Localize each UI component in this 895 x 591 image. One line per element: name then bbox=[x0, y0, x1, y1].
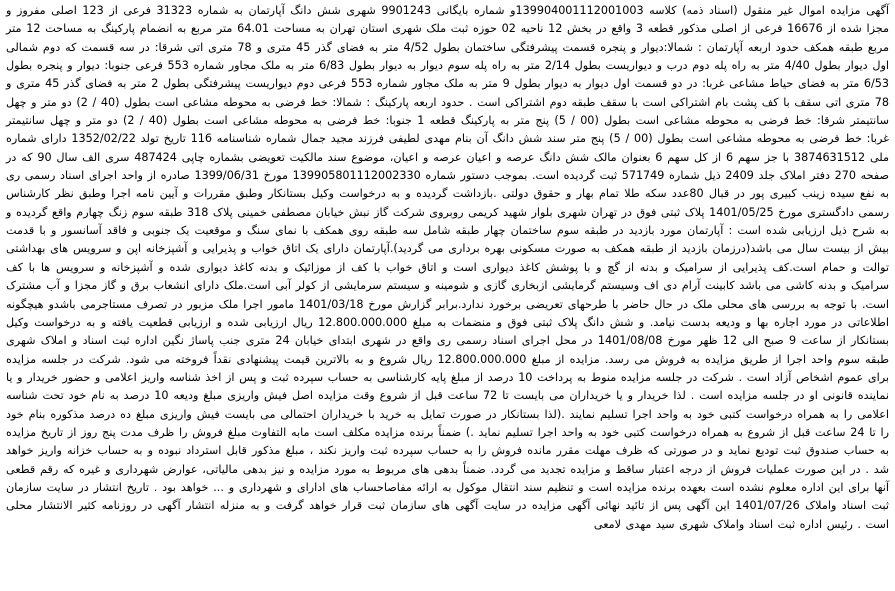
auction-notice-text: آگهی مزایده اموال غیر منقول (اسناد ذمه) کلاسه 139904001112001003و شماره بایگانی 9901243 شهری شش دانگ آپارتمان به شماره 31323 فرعی از 123 اصلی مفروز و مجزا شده از 16676 فرعی از اصلی مذکور قطعه 3 واقع در بخش 12 ناحیه 02 حوزه ثبت ملک شهری استان تهران به مساحت 64.01 متر مربع به انضمام پارکینگ به مساحت 12 متر مربع طبقه همکف حدود اربعه آپارتمان : شمالا:دیوار و پنجره قسمت پیشرفتگی ساختمان بطول 4/52 متر به فضای گذر 45 متری و 78 متری اتی شرقا: در سه قسمت که دوم شمالی اول دیوار بطول 4/40 متر به راه پله دوم درب و دیواریست بطول 2/14 متر به راه پله سوم دیوار به دیوار بطول 6/83 متر به ملک مجاور شماره 553 فرعی جنوبا: دیوار و پنجره بطول 6/53 متر به فضای حیاط مشاعی غربا: در دو قسمت اول دیوار به دیوار بطول 9 متر به ملک مجاور شماره 553 فرعی دوم دیواریست پیشرفتگی بطول 2 متر به فضای گذر 45 متری و 78 متری اتی سقف با کف پشت بام اشتراکی است با سقف طبقه دوم اشتراکی است . حدود اربعه پارکینگ : شمالا: خط فرضی به محوطه مشاعی است بطول (40 / 2) دو متر و چهل سانتیمتر شرقا: خط فرضی به محوطه مشاعی است بطول (00 / 5) پنج متر به پارکینگ قطعه 1 جنوبا: خط فرضی به محوطه مشاعی است بطول (40 / 2) دو متر و چهل سانتیمتر غربا: خط فرضی به محوطه مشاعی است بطول (00 / 5) پنج متر سند شش دانگ آن بنام مهدی لطیفی فرزند مجید جمال شماره شناسنامه 116 تاریخ تولد 1352/02/22 دارای شماره ملی 3874631512 با جز سهم 6 از کل سهم 6 بعنوان مالک شش دانگ عرصه و اعیان عرصه و اعیان، موضوع سند مالکیت تعویضی بشماره چاپی 487424 سری الف سال 90 که در صفحه 270 دفتر املاک جلد 2409 ذیل شماره 571749 ثبت گردیده است. بموجب دستور شماره 13990580111200233‌0 مورخ 1399/06/31 صادره از واحد اجرای اسناد رسمی ری به نفع سیده زینب کبیری پور در قبال 80عدد سکه طلا تمام بهار و حقوق دولتی .بازداشت گردیده و به درخواست وکیل بستانکار وطبق مقررات و آیین نامه اجرا وطبق نظر کارشناس رسمی دادگستری مورخ 1401/05/25 پلاک ثبتی فوق در تهران شهری بلوار شهید کریمی روبروی شرکت گاز نبش خیابان مصطفی خمینی پلاک 318 طبقه سوم زنگ چهارم واقع گردیده و به شرح ذیل ارزیابی شده است : آپارتمان مورد بازدید در طبقه سوم ساختمان چهار طبقه شامل سه طبقه روی همکف با نمای سنگ و موقعیت یک جنوبی و فاقد آسانسور و با قدمت بیش از بیست سال می باشد(درزمان بازدید از طبقه همکف به صورت مسکونی بهره برداری می گردید).آپارتمان دارای یک اتاق خواب و پذیرایی و آشپزخانه اپن و سرویس های بهداشتی توالت و حمام است.کف پذیرایی از سرامیک و بدنه از گچ و با پوشش کاغذ دیواری است و اتاق خواب با کف از موزائیک و بدنه کاغذ دیواری شده و آشپزخانه و سرویس ها با کف سرامیک و بدنه کاشی می باشد کابینت آرام دی اف وسیستم گرمایشی ازبخاری گازی و شومینه و سیستم سرمایشی از کولر آبی است.ملک دارای انشعاب برق و گاز مجزا و آب مشترک است. با توجه به بررسی های محلی ملک در حال حاضر با طرحهای تعریضی برخورد ندارد.برابر گزارش مورخ 1401/03/18 مامور اجرا ملک مزبور در تصرف مستاجرمی باشدو هیچگونه اطلاعاتی در مورد اجاره بها و ودیعه بدست نیامد. و شش دانگ پلاک ثبتی فوق و منضمات به مبلغ 12.800.000.000 ریال ارزیابی شده و ارزیابی قطعیت یافته و به درخواست وکیل بستانکار از ساعت 9 صبح الی 12 ظهر مورخ 1401/08/08 در محل اجرای اسناد رسمی ری واقع در شهری ابتدای خیابان 24 متری جنب پاساژ نگین اداره ثبت اسناد و املاک شهری طبقه سوم واحد اجرا از طریق مزایده به فروش می رسد. مزایده از مبلغ 12.800.000.000 ریال شروع و به بالاترین قیمت پیشنهادی نقداً فروخته می شود. شرکت در جلسه مزایده برای عموم اشخاص آزاد است . شرکت در جلسه مزایده منوط به پرداخت 10 درصد از مبلغ پایه کارشناسی به حساب سپرده ثبت و پس از اخذ شناسه واریز اعلامی و حضور خریدار و یا نماینده قانونی او در جلسه مزایده است . لذا خریدار و یا خریداران می بایست تا 72 ساعت قبل از شروع وقت مزایده اصل فیش واریزی مبلغ ودیعه 10 درصد به نام خود تحت شناسه اعلامی را به همراه درخواست کتبی خود به واحد اجرا تسلیم نمایند .(لذا بستانکار در صورت تمایل به خرید با خریداران احتمالی می بایست فیش واریزی مبلغ ده درصد مذکوره بنام خود را تا 24 ساعت قبل از شروع به همراه درخواست کتبی خود به واحد اجرا تسلیم نماید .) ضمناً برنده مزایده مکلف است مابه التفاوت مبلغ فروش را ظرف مدت پنج روز از تاریخ مزایده به حساب صندوق ثبت تودیع نماید و در صورتی که ظرف مهلت مقرر مانده فروش را به حساب سپرده ثبت واریز نکند ، مبلغ مذکور قابل استرداد نبوده و به حساب خزانه واریز خواهد شد . در این صورت عملیات فروش از درجه اعتبار ساقط و مزایده تجدید می گردد. ضمناً بدهی های مربوط به مورد مزایده و نیز بدهی مالیاتی، عوارض شهرداری و غیره که رقم قطعی آنها برای این اداره معلوم نشده است بعهده برنده مزایده است و تنظیم سند انتقال موکول به ارائه مفاصاحساب های ادارای و شهرداری و ... خواهد بود . تاریخ انتشار در سایت سازمان ثبت اسناد واملاک 1401/07/26 این آگهی پس از تائید نهائی آگهی مزایده در سایت آگهی های سازمان ثبت قرار خواهد گرفت و به منزله انتشار آگهی در روزنامه کثیر الانتشار محلی است . رئیس اداره ثبت اسناد واملاک شهری سید مهدی لامعی bbox=[6, 4, 890, 531]
